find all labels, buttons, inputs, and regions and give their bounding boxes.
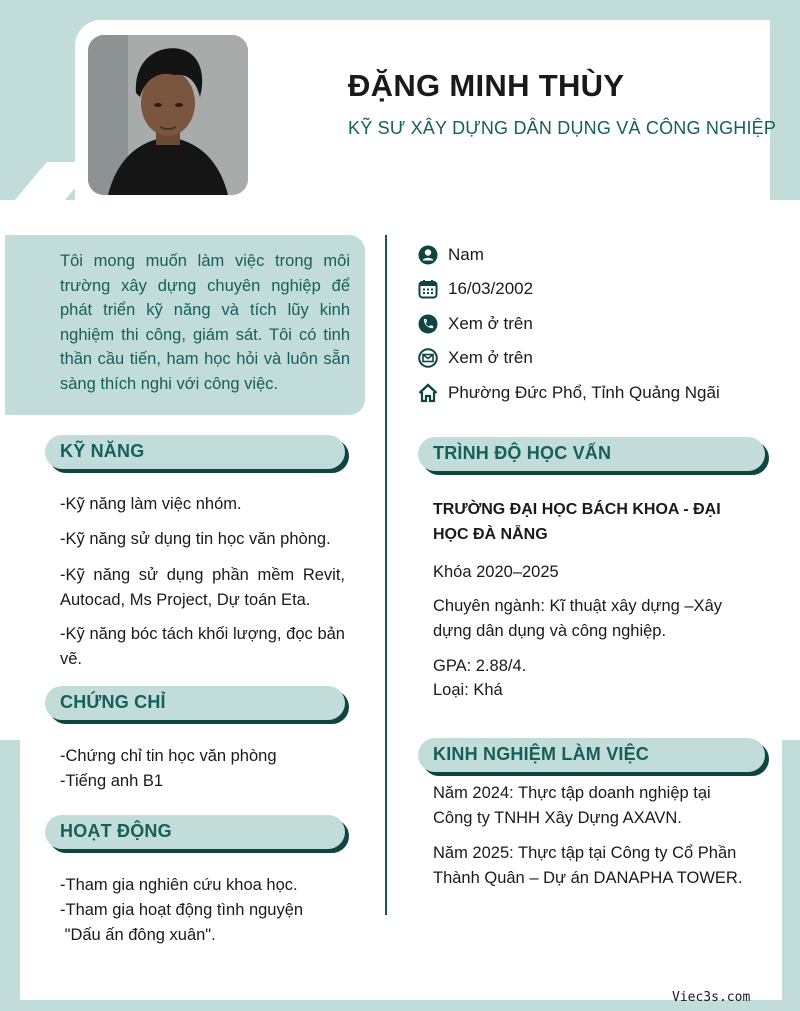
education-heading bbox=[418, 437, 765, 471]
phone-text: Xem ở trên bbox=[448, 314, 533, 333]
email-text: Xem ở trên bbox=[448, 348, 533, 367]
skill-item: -Kỹ năng sử dụng phần mềm Revit, Autocad, Ms Project, Dự toán Eta. bbox=[60, 566, 345, 609]
contact-email bbox=[418, 347, 533, 369]
experience-title: KINH NGHIỆM LÀM VIỆC bbox=[433, 744, 650, 764]
skills-title: KỸ NĂNG bbox=[60, 441, 145, 461]
activity-item: -Tham gia nghiên cứu khoa học. bbox=[60, 876, 298, 894]
objective-box bbox=[5, 235, 365, 415]
certificate-item: -Chứng chỉ tin học văn phòng bbox=[60, 747, 277, 765]
experience-heading bbox=[418, 738, 765, 772]
contact-phone bbox=[418, 313, 533, 335]
address-text: Phường Đức Phổ, Tỉnh Quảng Ngãi bbox=[448, 383, 720, 402]
gpa: GPA: 2.88/4. bbox=[433, 657, 527, 675]
job-title: KỸ SƯ XÂY DỰNG DÂN DỤNG VÀ CÔNG NGHIỆP bbox=[348, 118, 777, 138]
certificates-heading bbox=[45, 686, 345, 720]
skills-heading bbox=[45, 435, 345, 469]
activity-item: -Tham gia hoạt động tình nguyện bbox=[60, 901, 304, 919]
gender-text: Nam bbox=[448, 245, 484, 264]
contact-dob bbox=[418, 278, 533, 300]
skill-item: -Kỹ năng làm việc nhóm. bbox=[60, 495, 242, 513]
activities-title: HOẠT ĐỘNG bbox=[60, 821, 172, 841]
rank: Loại: Khá bbox=[433, 681, 503, 699]
activity-item: "Dấu ấn đông xuân". bbox=[60, 926, 216, 944]
calendar-icon bbox=[418, 279, 438, 299]
experience-item: Năm 2024: Thực tập doanh nghiệp tại Công ty TNHH Xây Dựng AXAVN. bbox=[433, 784, 711, 827]
major: Chuyên ngành: Kĩ thuật xây dựng –Xây dựng dân dụng và công nghiệp. bbox=[433, 597, 722, 640]
course-years: Khóa 2020–2025 bbox=[433, 563, 559, 581]
school-name: TRƯỜNG ĐẠI HỌC BÁCH KHOA - ĐẠI HỌC ĐÀ NẴNG bbox=[433, 501, 721, 543]
mail-icon bbox=[418, 348, 438, 368]
skill-item: -Kỹ năng bóc tách khối lượng, đọc bản vẽ. bbox=[60, 625, 345, 668]
experience-item: Năm 2025: Thực tập tại Công ty Cổ Phần Thành Quân – Dự án DANAPHA TOWER. bbox=[433, 844, 743, 887]
avatar bbox=[88, 35, 248, 195]
contact-gender bbox=[418, 244, 484, 266]
column-divider bbox=[385, 235, 387, 915]
activities-heading bbox=[45, 815, 345, 849]
dob-text: 16/03/2002 bbox=[448, 279, 534, 298]
user-icon bbox=[418, 245, 438, 265]
education-title: TRÌNH ĐỘ HỌC VẤN bbox=[433, 443, 612, 463]
home-icon bbox=[418, 383, 438, 403]
phone-icon bbox=[418, 314, 438, 334]
certificates-title: CHỨNG CHỈ bbox=[60, 692, 166, 712]
objective-text: Tôi mong muốn làm việc trong môi trường xây dựng chuyên nghiệp để phát triển kỹ năng và tích lũy kinh nghiệm thi công, giám sát. Tôi có tinh thần cầu tiến, ham học hỏi và luôn sẵn sàng thích nghi với công việc. bbox=[60, 252, 350, 393]
skill-item: -Kỹ năng sử dụng tin học văn phòng. bbox=[60, 530, 331, 548]
watermark: Viec3s.com bbox=[672, 990, 751, 1005]
certificate-item: -Tiếng anh B1 bbox=[60, 772, 164, 790]
contact-address bbox=[418, 382, 720, 404]
candidate-name: ĐẶNG MINH THÙY bbox=[348, 68, 625, 103]
